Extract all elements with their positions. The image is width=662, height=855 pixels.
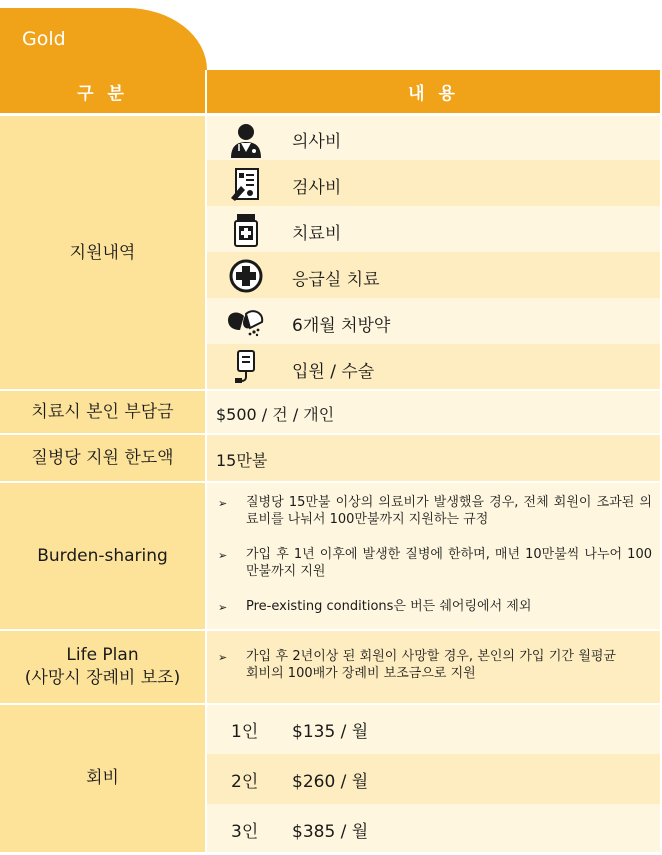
fee-people: 3인 [231,822,259,842]
row-divider [0,481,660,483]
medicine-bottle-icon [218,210,274,250]
fee-row [207,804,660,852]
copay-label: 치료시 본인 부담금 [0,390,205,434]
bullet-arrow-icon: ➢ [218,651,228,664]
lifeplan-bullet: 가입 후 2년이상 된 회원이 사망할 경우, 본인의 가입 기간 월평균 회비의 100배가 장례비 보조금으로 지원 [246,649,616,681]
bullet-arrow-icon: ➢ [218,601,228,614]
iv-drip-icon [218,348,274,388]
fee-people: 2인 [231,772,259,792]
row-divider [0,433,660,435]
limit-row [207,434,660,482]
coverage-label: 지원내역 [0,116,205,390]
header-content: 내 용 [207,70,660,113]
coverage-item-tests: 검사비 [292,178,342,198]
burden-bullet: Pre-existing conditions은 버든 쉐어링에서 제외 [246,599,532,614]
coverage-item-treatment: 치료비 [292,224,342,244]
coverage-row [207,252,660,298]
bullet-arrow-icon: ➢ [218,497,228,510]
fee-price: $135 / 월 [292,722,369,742]
lifeplan-label-line1: Life Plan [66,645,139,665]
limit-label: 질병당 지원 한도액 [0,434,205,482]
column-divider [205,116,207,852]
lifeplan-label-line2: (사망시 장례비 보조) [24,668,181,688]
coverage-row [207,206,660,252]
coverage-row [207,298,660,344]
coverage-item-emergency: 응급실 치료 [292,270,380,290]
medical-cross-icon [218,256,274,296]
burden-bullet: 질병당 15만불 이상의 의료비가 발생했을 경우, 전체 회원이 조과된 의료비를 나눠서 100만불까지 지원하는 규정 [246,495,652,527]
coverage-row [207,116,660,160]
pills-icon [218,302,274,342]
coverage-row [207,344,660,390]
lifeplan-label [0,630,205,704]
fee-row [207,754,660,804]
plan-title: Gold [22,28,66,50]
fee-people: 1인 [231,722,259,742]
medical-report-icon [218,164,274,204]
row-divider [0,703,660,705]
coverage-row [207,160,660,206]
burden-label: Burden-sharing [0,482,205,630]
burden-bullet: 가입 후 1년 이후에 발생한 질병에 한하며, 매년 10만불씩 나누어 100만불까지 지원 [246,547,652,579]
coverage-item-doctor: 의사비 [292,132,342,152]
coverage-item-hospitalization: 입원 / 수술 [292,362,375,382]
coverage-item-prescription: 6개월 처방약 [292,316,391,336]
plan-tab [0,8,207,70]
copay-value: $500 / 건 / 개인 [216,405,335,424]
fees-label: 회비 [0,704,205,852]
limit-value: 15만불 [216,451,268,470]
fee-price: $260 / 월 [292,772,369,792]
doctor-icon [218,120,274,160]
header-category: 구 분 [0,70,205,113]
row-divider [0,629,660,631]
row-divider [0,389,660,391]
fee-price: $385 / 월 [292,822,369,842]
fee-row [207,704,660,754]
bullet-arrow-icon: ➢ [218,549,228,562]
